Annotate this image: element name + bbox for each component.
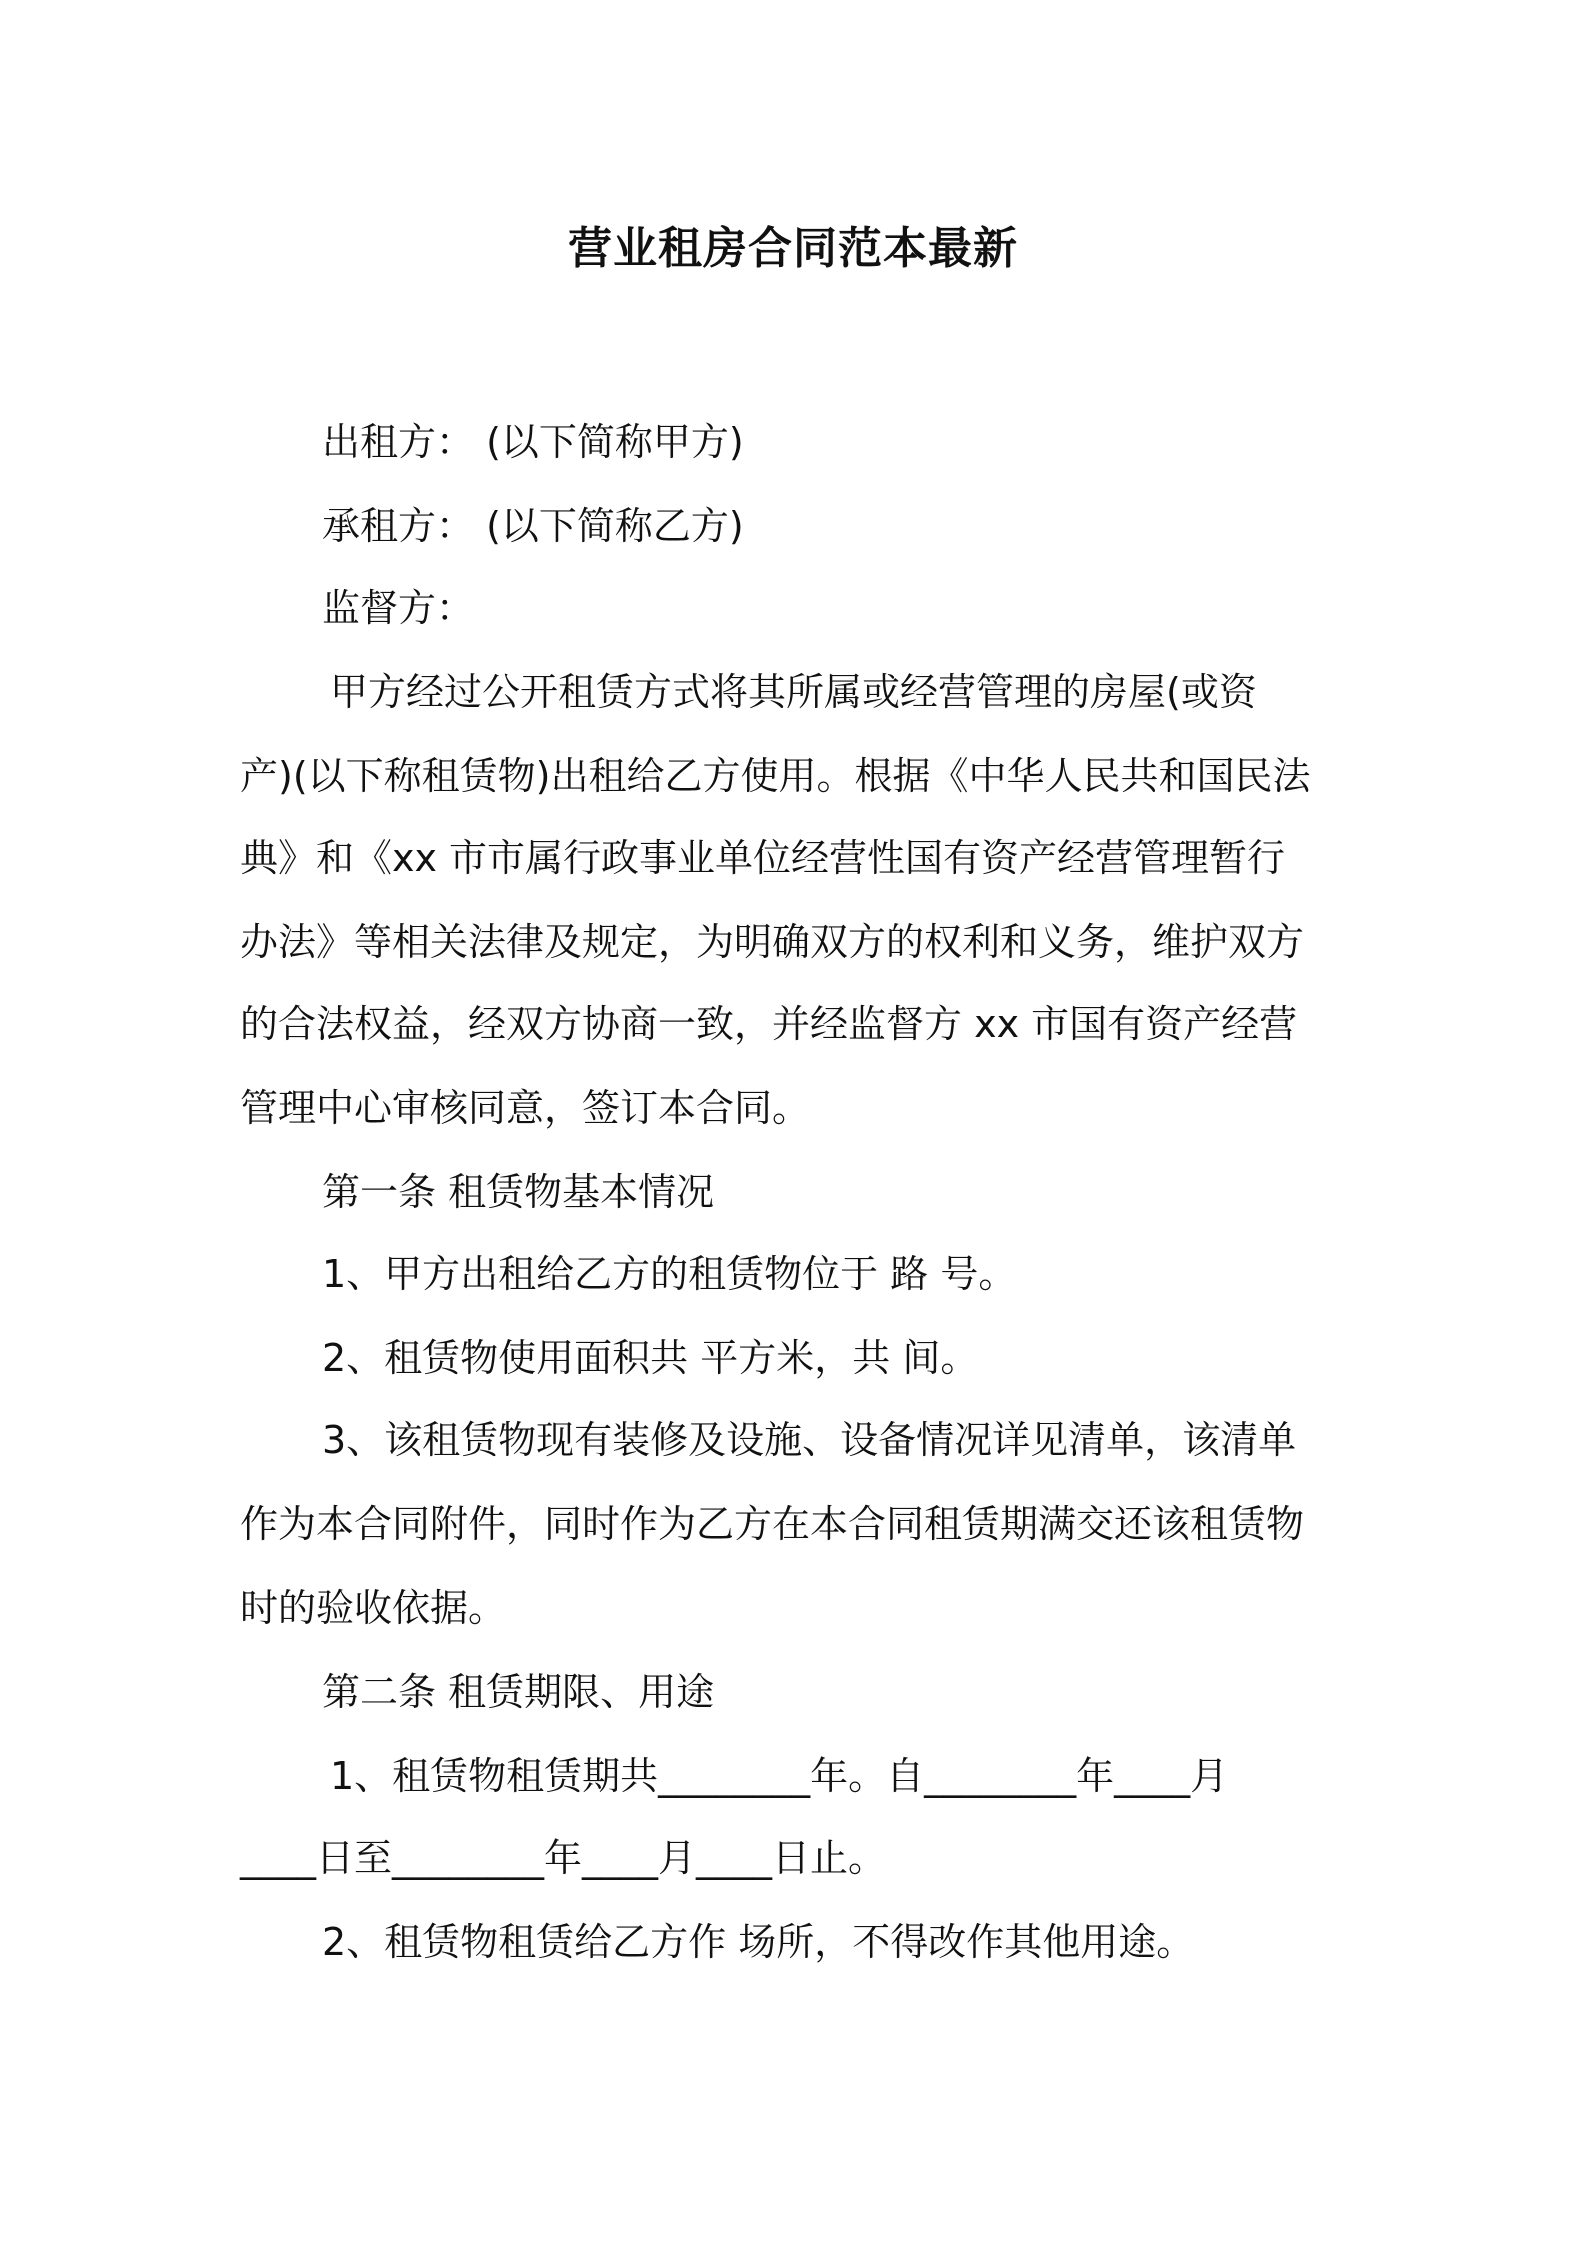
article-2-item-2: 2、租赁物租赁给乙方作 场所，不得改作其他用途。 — [322, 1920, 1195, 1964]
preamble-line: 的合法权益，经双方协商一致，并经监督方 xx 市国有资产经营 — [240, 1002, 1298, 1046]
preamble-line: 管理中心审核同意，签订本合同。 — [240, 1086, 811, 1130]
article-1-item-3-cont: 时的验收依据。 — [240, 1586, 507, 1630]
article-1-item-1: 1、甲方出租给乙方的租赁物位于 路 号。 — [322, 1252, 1017, 1296]
supervisor-line: 监督方： — [322, 586, 475, 630]
article-1-heading: 第一条 租赁物基本情况 — [322, 1170, 715, 1214]
lessor-line: 出租方： (以下简称甲方) — [322, 420, 744, 464]
article-1-item-3: 3、该租赁物现有装修及设施、设备情况详见清单，该清单 — [322, 1418, 1297, 1462]
article-2-item-1-cont: ____日至________年____月____日止。 — [240, 1836, 887, 1880]
article-1-item-2: 2、租赁物使用面积共 平方米，共 间。 — [322, 1336, 979, 1380]
article-2-heading: 第二条 租赁期限、用途 — [322, 1670, 715, 1714]
lessee-line: 承租方： (以下简称乙方) — [322, 504, 744, 548]
preamble-line: 产)(以下称租赁物)出租给乙方使用。根据《中华人民共和国民法 — [240, 754, 1311, 798]
document-title: 营业租房合同范本最新 — [568, 223, 1018, 274]
preamble-line: 典》和《xx 市市属行政事业单位经营性国有资产经营管理暂行 — [240, 836, 1286, 880]
article-1-item-3-cont: 作为本合同附件，同时作为乙方在本合同租赁期满交还该租赁物 — [240, 1502, 1305, 1546]
preamble-line: 办法》等相关法律及规定，为明确双方的权利和义务，维护双方 — [240, 920, 1305, 964]
preamble-line: 甲方经过公开租赁方式将其所属或经营管理的房屋(或资 — [330, 670, 1257, 714]
article-2-item-1: 1、租赁物租赁期共________年。自________年____月 — [330, 1754, 1229, 1798]
